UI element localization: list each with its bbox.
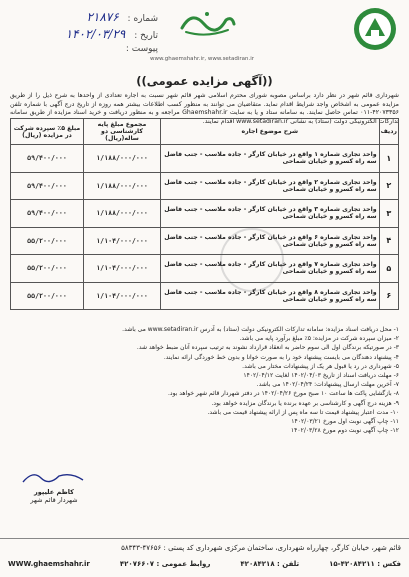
row-base: ۱/۱۸۸/۰۰۰/۰۰۰ (84, 200, 161, 228)
condition-item: ۴- پیشنهاد دهندگان می بایست پیشنهاد خود را به صورت خوانا و بدون خط خوردگی ارائه نمایند. (163, 353, 399, 361)
footer-website[interactable]: WWW.ghaemshahr.ir (8, 560, 90, 568)
table-row (11, 172, 399, 200)
table-row (11, 227, 399, 255)
col-desc: شرح موضوع اجاره (161, 119, 380, 145)
condition-item: ۳- در صورتیکه برندگان اول الی سوم حاضر به انعقاد قرارداد نشوند به ترتیب سپرده آنان ضبط خواهد شد. (136, 344, 399, 352)
row-deposit: ۵۵/۲۰۰/۰۰۰ (11, 282, 84, 310)
condition-item: ۱- محل دریافت اسناد مزایده: سامانه تدارکات الکترونیکی دولت (ستاد) به آدرس www.setadiran.ir می باشد. (122, 326, 399, 333)
row-deposit: ۵۹/۴۰۰/۰۰۰ (11, 145, 84, 173)
number-label: شماره : (127, 14, 158, 24)
letter-number (8, 10, 158, 24)
row-desc: واحد تجاری شماره ۲ واقع در خیابان کارگر - جاده ملاسب - جنب فاضل سه راه کسرو و خیابان شماحی (161, 172, 380, 200)
notice-title: ((آگهی مزایده عمومی)) (136, 74, 273, 88)
row-number: ۲ (379, 172, 398, 200)
row-deposit: ۵۹/۴۰۰/۰۰۰ (11, 172, 84, 200)
row-deposit: ۵۵/۲۰۰/۰۰۰ (11, 227, 84, 255)
attachment-label: پیوست : (125, 44, 158, 54)
signatory-name: کاظم علیپور (34, 488, 74, 496)
condition-item: ۹- هزینه درج آگهی و کارشناسی بر عهده برنده یا برندگان مزایده خواهد بود. (211, 399, 399, 407)
handwritten-signature (19, 468, 89, 486)
condition-item: ۵- شهرداری در رد یا قبول هر یک از پیشنهادات مختار می باشد. (242, 362, 399, 370)
row-number: ۶ (379, 282, 398, 310)
condition-item: ۲- میزان سپرده شرکت در مزایده: ۵٪ مبلغ برآورد پایه می باشد. (239, 335, 399, 343)
footer-address: قائم شهر، خیابان کارگر، چهارراه شهرداری، ساختمان مرکزی شهرداری کد پستی : ۴۷۶۵۶-۵۸۳۴۳ (121, 544, 401, 552)
signatory-title: شهردار قائم شهر (30, 496, 78, 504)
row-base: ۱/۱۰۴/۰۰۰/۰۰۰ (84, 227, 161, 255)
letter-attachment (8, 44, 158, 54)
footer-phone: تلفن : ۴۲۰۸۴۲۱۸ (240, 560, 300, 568)
footer-contacts (8, 560, 401, 568)
date-label: تاریخ : (134, 31, 158, 41)
conditions-list (10, 325, 399, 435)
row-number: ۳ (379, 200, 398, 228)
table-row (11, 255, 399, 283)
letter-date (8, 27, 158, 41)
row-number: ۴ (379, 227, 398, 255)
row-base: ۱/۱۰۴/۰۰۰/۰۰۰ (84, 282, 161, 310)
row-number: ۱ (379, 145, 398, 173)
row-deposit: ۵۹/۴۰۰/۰۰۰ (11, 200, 84, 228)
table-header-row (11, 119, 399, 145)
row-desc: واحد تجاری شماره ۷ واقع در خیابان کارگر - جاده ملاسب - جنب فاضل سه راه کسرو و خیابان شماحی (161, 255, 380, 283)
number-value: ۲۱۸۷۶ (86, 10, 119, 24)
notice-intro: شهرداری قائم شهر در نظر دارد براساس مصوبه شورای محترم اسلامی شهر قائم شهر نسبت به اجاره تعدادی از واحدها به شرح ذیل را از طریق مزایده عمومی به اشخاص واجد شرایط اقدام نماید. متقاضیان می توانند به منظور کسب اطلاعات بیشتر همه روزه از تاریخ درج آگهی با شماره تلفن ۴۲۰۷۳۳۵۶-۰۱۱ تماس حاصل نمایند. به سامانه ستاد و یا به سایت Ghaemshahr.ir مراجعه و به منظور دریافت و خرید اسناد مزایده از طریق سامانه تدارکات الکترونیکی دولت (ستاد) به نشانی www.setadiran.ir اقدام نمایند. (10, 92, 399, 125)
condition-item: ۱۱- چاپ آگهی نوبت اول مورخ ۱۴۰۲/۰۳/۲۱ (291, 418, 399, 426)
row-base: ۱/۱۸۸/۰۰۰/۰۰۰ (84, 145, 161, 173)
rental-units-table (10, 118, 399, 310)
table-row (11, 282, 399, 310)
condition-item: ۱۰- مدت اعتبار پیشنهاد قیمت تا سه ماه پس از ارائه پیشنهاد قیمت می باشد. (207, 408, 399, 416)
row-desc: واحد تجاری شماره ۱ واقع در خیابان کارگر - جاده ملاسب - جنب فاضل سه راه کسرو و خیابان شماحی (161, 145, 380, 173)
table-row (11, 200, 399, 228)
row-desc: واحد تجاری شماره ۶ واقع در خیابان کارگر - جاده ملاسب - جنب فاضل سه راه کسرو و خیابان شماحی (161, 227, 380, 255)
row-desc: واحد تجاری شماره ۸ واقع در خیابان کارگر - جاده ملاسب - جنب فاضل سه راه کسرو و خیابان شماحی (161, 282, 380, 310)
col-deposit: مبلغ ۵٪ سپرده شرکت در مزایده (ریال) (11, 119, 84, 145)
date-value: ۱۴۰۲/۰۳/۲۹ (65, 27, 126, 41)
condition-item: ۶- مهلت دریافت اسناد از تاریخ ۱۴۰۲/۰۴/۰۳ لغایت ۱۴۰۲/۰۴/۱۲ (243, 372, 399, 380)
condition-item: ۸- بازگشایی پاکت ها ساعت ۱۰ صبح مورخ ۱۴۰۲/۰۴/۲۶ در دفتر شهردار قائم شهر خواهد بود. (167, 390, 399, 398)
municipality-signature-logo (176, 6, 238, 42)
row-deposit: ۵۵/۲۰۰/۰۰۰ (11, 255, 84, 283)
row-base: ۱/۱۰۴/۰۰۰/۰۰۰ (84, 255, 161, 283)
row-desc: واحد تجاری شماره ۳ واقع در خیابان کارگر - جاده ملاسب - جنب فاضل سه راه کسرو و خیابان شماحی (161, 200, 380, 228)
col-row: ردیف (379, 119, 398, 145)
city-emblem-icon (352, 6, 398, 52)
page-footer (0, 538, 409, 577)
col-base: مجموع مبلغ پایه کارشناسی دو ساله(ریال) (84, 119, 161, 145)
table-row (11, 145, 399, 173)
header-website: www.ghaemshahr.ir, www.setadiran.ir (150, 56, 255, 62)
condition-item: ۷- آخرین مهلت ارسال پیشنهادات: ۱۴۰۲/۰۴/۲۴ می باشد. (256, 381, 399, 389)
row-base: ۱/۱۸۸/۰۰۰/۰۰۰ (84, 172, 161, 200)
footer-public-relations: روابط عمومی : ۴۲۰۷۶۶۰۷ (119, 560, 211, 568)
footer-fax: فکس : ۴۲۰۸۴۲۱۱-۱۵ (329, 560, 401, 568)
condition-item: ۱۲- چاپ آگهی نوبت دوم مورخ ۱۴۰۲/۰۳/۲۸ (290, 427, 399, 435)
row-number: ۵ (379, 255, 398, 283)
signature-block (14, 468, 94, 504)
